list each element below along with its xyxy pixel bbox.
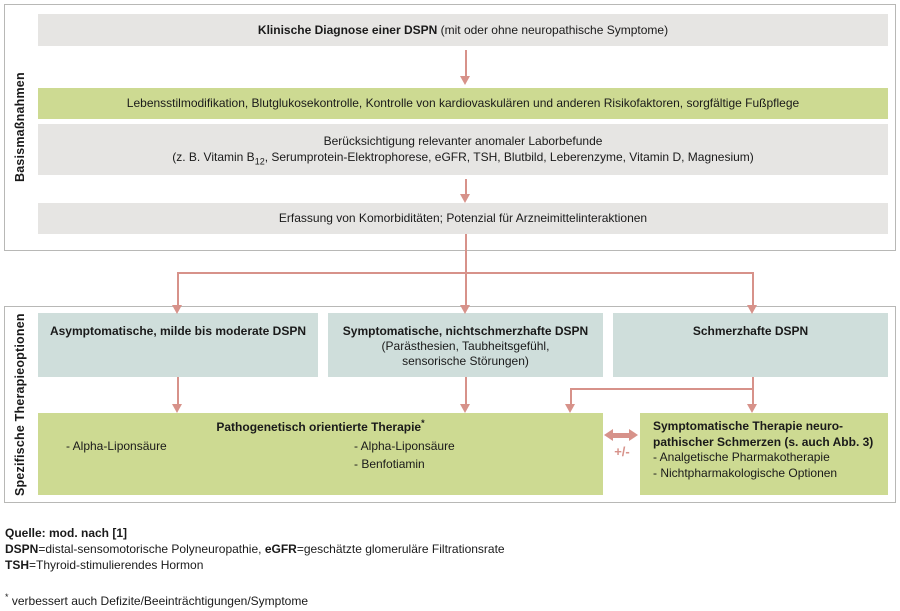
lab-findings-line2: (z. B. Vitamin $B_{12}$, Serumprotein-Elektrophorese, eGFR, TSH, Blutbild, Leberenzyme, Vitamin D, Magnesium) — [172, 150, 754, 167]
painful-branch-left-head — [565, 404, 575, 413]
list-item: - Nichtpharmakologische Optionen — [653, 465, 838, 480]
painful-branch-horizontal-line — [570, 388, 754, 390]
branch-left-head — [172, 305, 182, 314]
branch-right-shaft — [752, 273, 754, 305]
symptomatic-therapy-title-line1: Symptomatische Therapie neuro- — [653, 419, 844, 433]
symptomatic-therapy-box — [640, 413, 888, 495]
branch-stem-line — [465, 234, 467, 273]
arrow-labs-to-comorbidities-head — [460, 194, 470, 203]
list-item: - Analgetische Pharmakotherapie — [653, 450, 830, 464]
clinical-diagnosis-text — [258, 23, 668, 38]
painful-branch-right-head — [747, 404, 757, 413]
source-note: Quelle: mod. nach [1] — [5, 526, 128, 540]
list-item: - Benfotiamin — [354, 457, 425, 471]
painful-dspn-box — [613, 313, 888, 377]
list-item: - Alpha-Liponsäure — [354, 439, 455, 453]
painful-branch-left-shaft — [570, 389, 572, 404]
symptomatic-dspn-line2: (Parästhesien, Taubheitsgefühl, — [381, 339, 550, 353]
pathogenetic-left-item: - Alpha-Liponsäure — [66, 439, 167, 453]
lifestyle-text: Lebensstilmodifikation, Blutglukosekontrolle, Kontrolle von kardiovaskulären und anderen Risikofaktoren, sorgfältige Fußpflege — [126, 96, 800, 110]
basis-section-label: Basismaßnahmen — [13, 72, 27, 183]
painful-dspn-text: Schmerzhafte DSPN — [692, 324, 809, 338]
arrow-labs-to-comorbidities-shaft — [465, 179, 467, 194]
symptomatic-dspn-line3: sensorische Störungen) — [402, 354, 529, 368]
plus-minus-label: +/- — [614, 444, 630, 459]
footnote: * verbessert auch Defizite/Beeinträchtigungen/Symptome — [5, 592, 309, 608]
asymptomatic-dspn-text: Asymptomatische, milde bis moderate DSPN — [49, 324, 307, 338]
branch-center-shaft — [465, 273, 467, 305]
b12-subscript: 12 — [254, 156, 265, 167]
arrow-symptomatic-to-pathogenetic-shaft — [465, 377, 467, 404]
symptomatic-therapy-title-line2: pathischer Schmerzen (s. auch Abb. 3) — [653, 434, 874, 449]
clinical-diagnosis-rest: (mit oder ohne neuropathische Symptome) — [437, 22, 669, 37]
footnote-asterisk: * — [5, 592, 9, 602]
arrow-asymptomatic-to-pathogenetic-head — [172, 404, 182, 413]
therapy-asterisk: * — [421, 418, 425, 428]
clinical-diagnosis-bold: Klinische Diagnose einer DSPN — [257, 22, 438, 37]
therapy-section-label: Spezifische Therapieoptionen — [13, 313, 27, 496]
bidirectional-arrow-icon — [604, 429, 638, 441]
symptomatic-nonpainful-dspn-box — [328, 313, 603, 377]
abbreviation-line-1: DSPN=distal-sensomotorische Polyneuropathie, eGFR=geschätzte glomeruläre Filtrationsrate — [5, 542, 505, 556]
comorbidities-text: Erfassung von Komorbiditäten; Potenzial für Arzneimittelinteraktionen — [278, 211, 648, 225]
pathogenetic-center-items — [354, 437, 455, 473]
arrow-symptomatic-to-pathogenetic-head — [460, 404, 470, 413]
abbreviation-line-2: TSH=Thyroid-stimulierendes Hormon — [5, 558, 204, 572]
lab-findings-line1: Berücksichtigung relevanter anomaler Laborbefunde — [323, 134, 603, 148]
pathogenetic-therapy-box — [38, 413, 603, 495]
arrow-asymptomatic-to-pathogenetic-shaft — [177, 377, 179, 404]
branch-left-shaft — [177, 273, 179, 305]
painful-branch-right-shaft — [752, 389, 754, 404]
asymptomatic-dspn-box — [38, 313, 318, 377]
comorbidities-box — [38, 203, 888, 234]
lab-findings-box — [38, 124, 888, 175]
pathogenetic-therapy-title: Pathogenetisch orientierte Therapie* — [216, 418, 425, 434]
branch-center-head — [460, 305, 470, 314]
arrow-diagnosis-to-lifestyle-shaft — [465, 50, 467, 76]
arrow-diagnosis-to-lifestyle-head — [460, 76, 470, 85]
symptomatic-dspn-title: Symptomatische, nichtschmerzhafte DSPN — [342, 324, 589, 338]
clinical-diagnosis-box — [38, 14, 888, 46]
branch-right-head — [747, 305, 757, 314]
lifestyle-box — [38, 88, 888, 119]
